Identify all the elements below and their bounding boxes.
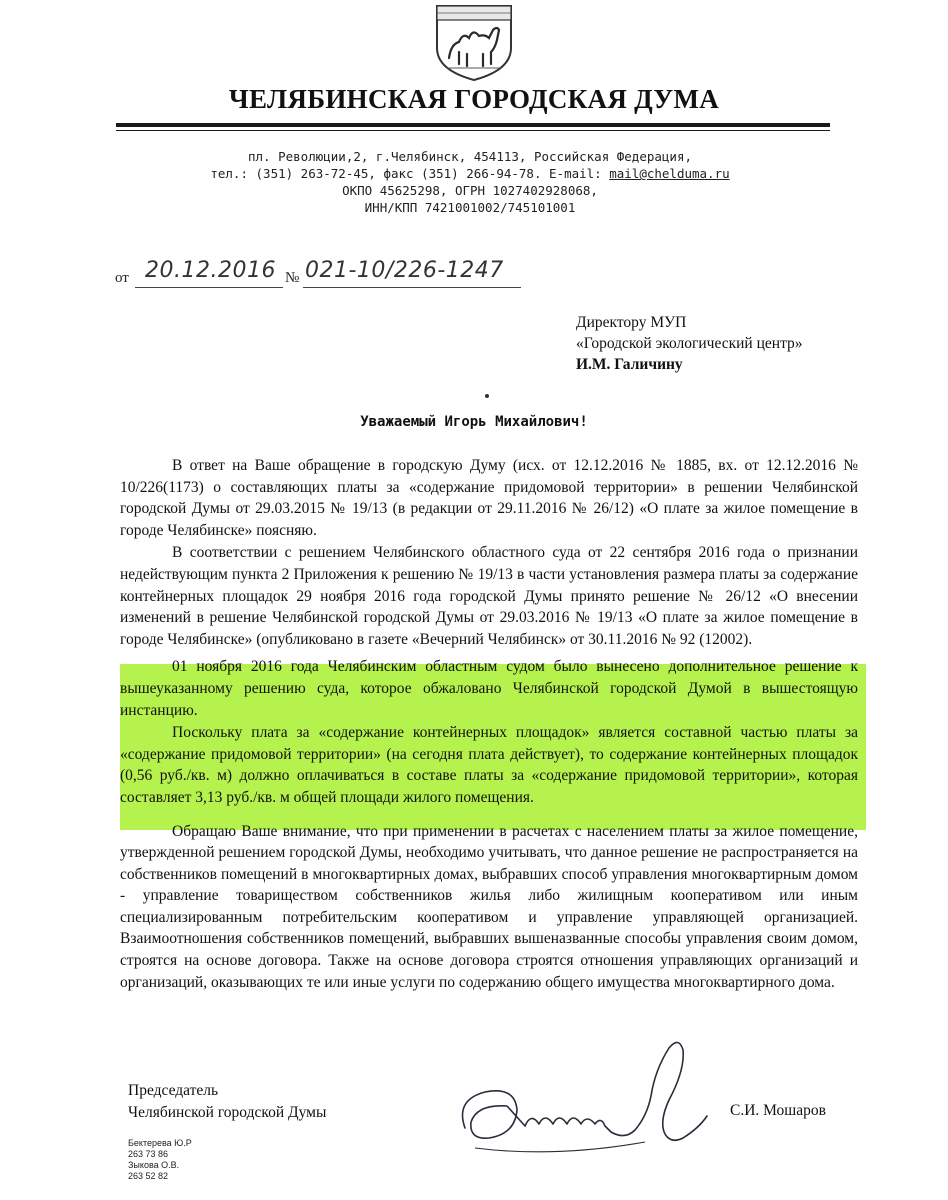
paragraph-2: В соответствии с решением Челябинского областного суда от 22 сентября 2016 года о признании недействующим пункта 2 Приложения к решению № 19/13 в части установления размера платы за содержание контейнерных площадок 29 ноября 2016 года городской Думы принято решение № 26/12 «О внесении изменений в решение Челябинской городской Думы от 29.03.2016 № 19/13 «О плате за жилое помещение в городе Челябинске» (опубликовано в газете «Вечерний Челябинск» от 30.11.2016 № 92 (12002). bbox=[120, 544, 858, 648]
signer-name: С.И. Мошаров bbox=[730, 1102, 826, 1119]
number-underline bbox=[303, 287, 521, 288]
addressee-block bbox=[576, 312, 803, 375]
prepared-phone-1: 263 73 86 bbox=[128, 1149, 169, 1159]
header-rule-thin bbox=[116, 130, 830, 131]
inn-line: ИНН/КПП 7421001002/745101001 bbox=[364, 200, 576, 215]
letter-body bbox=[120, 455, 858, 993]
handwritten-number: 021-10/226-1247 bbox=[305, 258, 504, 283]
paragraph-5: Обращаю Ваше внимание, что при применении в расчетах с населением платы за жилое помещение, утвержденной решением городской Думы, необходимо учитывать, что данное решение не распространяется на собственников помещений в многоквартирных домах, выбравших способ управления многоквартирным домом - управление товариществом собственников жилья либо жилищным кооперативом или иным специализированным потребительским кооперативом и управление управляющей организацией. Взаимоотношения собственников помещений, выбравших вышеназванные способы управления своим домом, строятся на основе договора. Также на основе договора строятся отношения управляющих организаций и организаций, оказывающих те или иные услуги по содержанию общего имущества многоквартирного дома. bbox=[120, 822, 858, 991]
addressee-name: И.М. Галичину bbox=[576, 356, 683, 373]
paragraph-3-highlighted: 01 ноября 2016 года Челябинским областным судом было вынесено дополнительное решение к вышеуказанному решению суда, которое обжаловано Челябинской городской Думой в вышестоящую инстанцию. bbox=[120, 658, 858, 719]
org-contacts bbox=[180, 148, 760, 216]
paragraph-1: В ответ на Ваше обращение в городскую Думу (исх. от 12.12.2016 № 1885, вх. от 12.12.2016 № 10/226(1173) о составляющих платы за «содержание придомовой территории» в решении Челябинской городской Думы от 29.03.2015 № 19/13 (в редакции от 29.11.2016 № 26/12) «О плате за жилое помещение в городе Челябинске» поясняю. bbox=[120, 457, 858, 539]
email-link[interactable]: mail@chelduma.ru bbox=[609, 166, 730, 181]
signer-title-line2: Челябинской городской Думы bbox=[128, 1104, 327, 1121]
date-label: от bbox=[115, 270, 129, 286]
handwritten-date: 20.12.2016 bbox=[145, 258, 276, 283]
stray-dot bbox=[485, 394, 489, 398]
prepared-person-1: Бектерева Ю.Р bbox=[128, 1138, 192, 1148]
prepared-phone-2: 263 52 82 bbox=[128, 1171, 169, 1181]
addressee-position: Директору МУП bbox=[576, 314, 687, 331]
org-name-heading: ЧЕЛЯБИНСКАЯ ГОРОДСКАЯ ДУМА bbox=[228, 84, 720, 114]
phone-email-line bbox=[180, 165, 760, 182]
handwritten-signature bbox=[455, 1030, 735, 1170]
phone-fax-text: тел.: (351) 263-72-45, факс (351) 266-94-78. E-mail: bbox=[210, 166, 610, 181]
address-line: пл. Революции,2, г.Челябинск, 454113, Российская Федерация, bbox=[247, 149, 692, 164]
signer-title bbox=[128, 1080, 326, 1124]
number-label: № bbox=[285, 270, 300, 286]
chelyabinsk-camel-crest-icon bbox=[433, 4, 515, 82]
salutation: Уважаемый Игорь Михайлович! bbox=[360, 414, 588, 430]
outgoing-number-block bbox=[115, 258, 535, 294]
prepared-by-block bbox=[128, 1138, 192, 1182]
paragraph-4-highlighted: Поскольку плата за «содержание контейнерных площадок» является составной частью платы за «содержание придомовой территории» (на сегодня плата действует), то содержание контейнерных площадок (0,56 руб./кв. м) должно оплачиваться в составе платы за «содержание придомовой территории», которая составляет 3,13 руб./кв. м общей площади жилого помещения. bbox=[120, 724, 858, 806]
okpo-line: ОКПО 45625298, ОГРН 1027402928068, bbox=[342, 183, 598, 198]
signer-title-line1: Председатель bbox=[128, 1082, 219, 1099]
addressee-organization: «Городской экологический центр» bbox=[576, 335, 803, 352]
header-rule-thick bbox=[116, 123, 830, 127]
prepared-person-2: Зыкова О.В. bbox=[128, 1160, 180, 1170]
date-underline bbox=[135, 287, 283, 288]
